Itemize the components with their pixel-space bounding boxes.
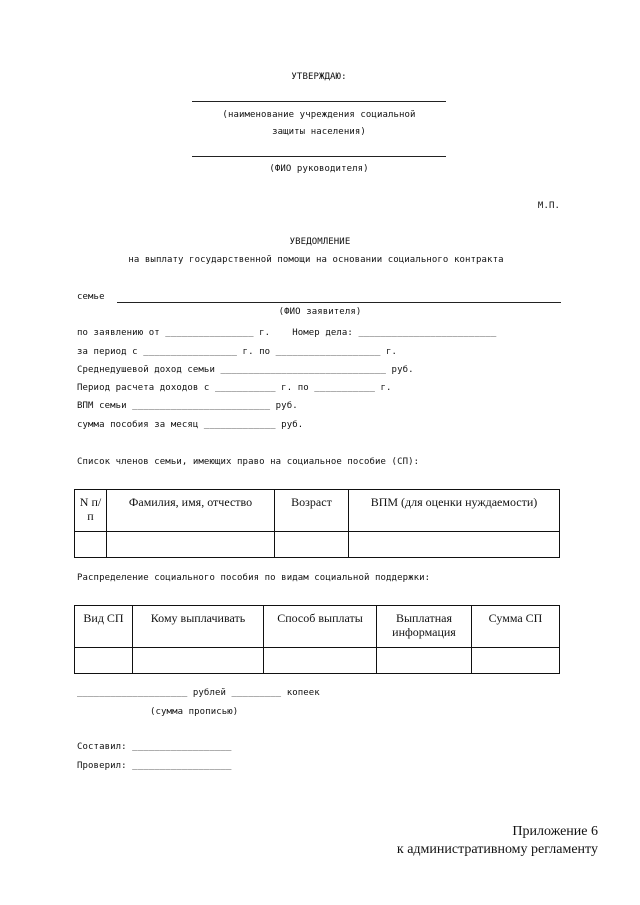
table-cell[interactable] [75,648,133,674]
header-sp-amount: Сумма СП [472,606,560,648]
appendix-number: Приложение 6 [512,824,598,839]
header-payment-info: Выплатная информация [377,606,472,648]
header-recipient: Кому выплачивать [133,606,264,648]
institution-caption-2: защиты населения) [272,127,366,137]
applicant-caption: (ФИО заявителя) [278,307,362,317]
table-cell[interactable] [264,648,377,674]
distribution-table [74,605,560,674]
table-row [75,648,560,674]
table-cell[interactable] [275,532,349,558]
head-caption: (ФИО руководителя) [269,164,369,174]
institution-caption-1: (наименование учреждения социальной [222,110,416,120]
approve-title: УТВЕРЖДАЮ: [291,72,347,82]
amount-caption: (сумма прописью) [150,707,239,717]
application-line: по заявлению от ________________ г. Номер дела: _________________________ [77,328,497,338]
table-cell[interactable] [472,648,560,674]
members-table [74,489,560,558]
table-cell[interactable] [349,532,560,558]
table-row [75,532,560,558]
income-line: Среднедушевой доход семьи ______________________________ руб. [77,365,414,375]
calc-period-line: Период расчета доходов с ___________ г. по ___________ г. [77,383,392,393]
vpm-line: ВПМ семьи _________________________ руб. [77,401,298,411]
header-number: N п/п [75,490,107,532]
header-payment-method: Способ выплаты [264,606,377,648]
notice-title: УВЕДОМЛЕНИЕ [289,237,351,247]
table-cell[interactable] [75,532,107,558]
distribution-header-row [75,606,560,648]
table-cell[interactable] [107,532,275,558]
family-line [117,302,561,303]
members-caption: Список членов семьи, имеющих право на социальное пособие (СП): [77,457,420,467]
head-line [192,156,446,157]
header-age: Возраст [275,490,349,532]
stamp-label: М.П. [537,201,560,211]
header-sp-type: Вид СП [75,606,133,648]
institution-line [192,101,446,102]
amount-line: ____________________ рублей _________ копеек [77,688,320,698]
period-line: за период с _________________ г. по ___________________ г. [77,347,398,357]
compiled-by-line: Составил: __________________ [77,742,232,752]
table-cell[interactable] [133,648,264,674]
header-vpm: ВПМ (для оценки нуждаемости) [349,490,560,532]
family-label: семье [77,292,105,302]
members-header-row [75,490,560,532]
table-cell[interactable] [377,648,472,674]
appendix-regulation: к административному регламенту [396,842,598,857]
distribution-caption: Распределение социального пособия по видам социальной поддержки: [77,573,431,583]
checked-by-line: Проверил: __________________ [77,761,232,771]
header-full-name: Фамилия, имя, отчество [107,490,275,532]
notice-subtitle: на выплату государственной помощи на основании социального контракта [128,255,504,265]
benefit-line: сумма пособия за месяц _____________ руб. [77,420,304,430]
